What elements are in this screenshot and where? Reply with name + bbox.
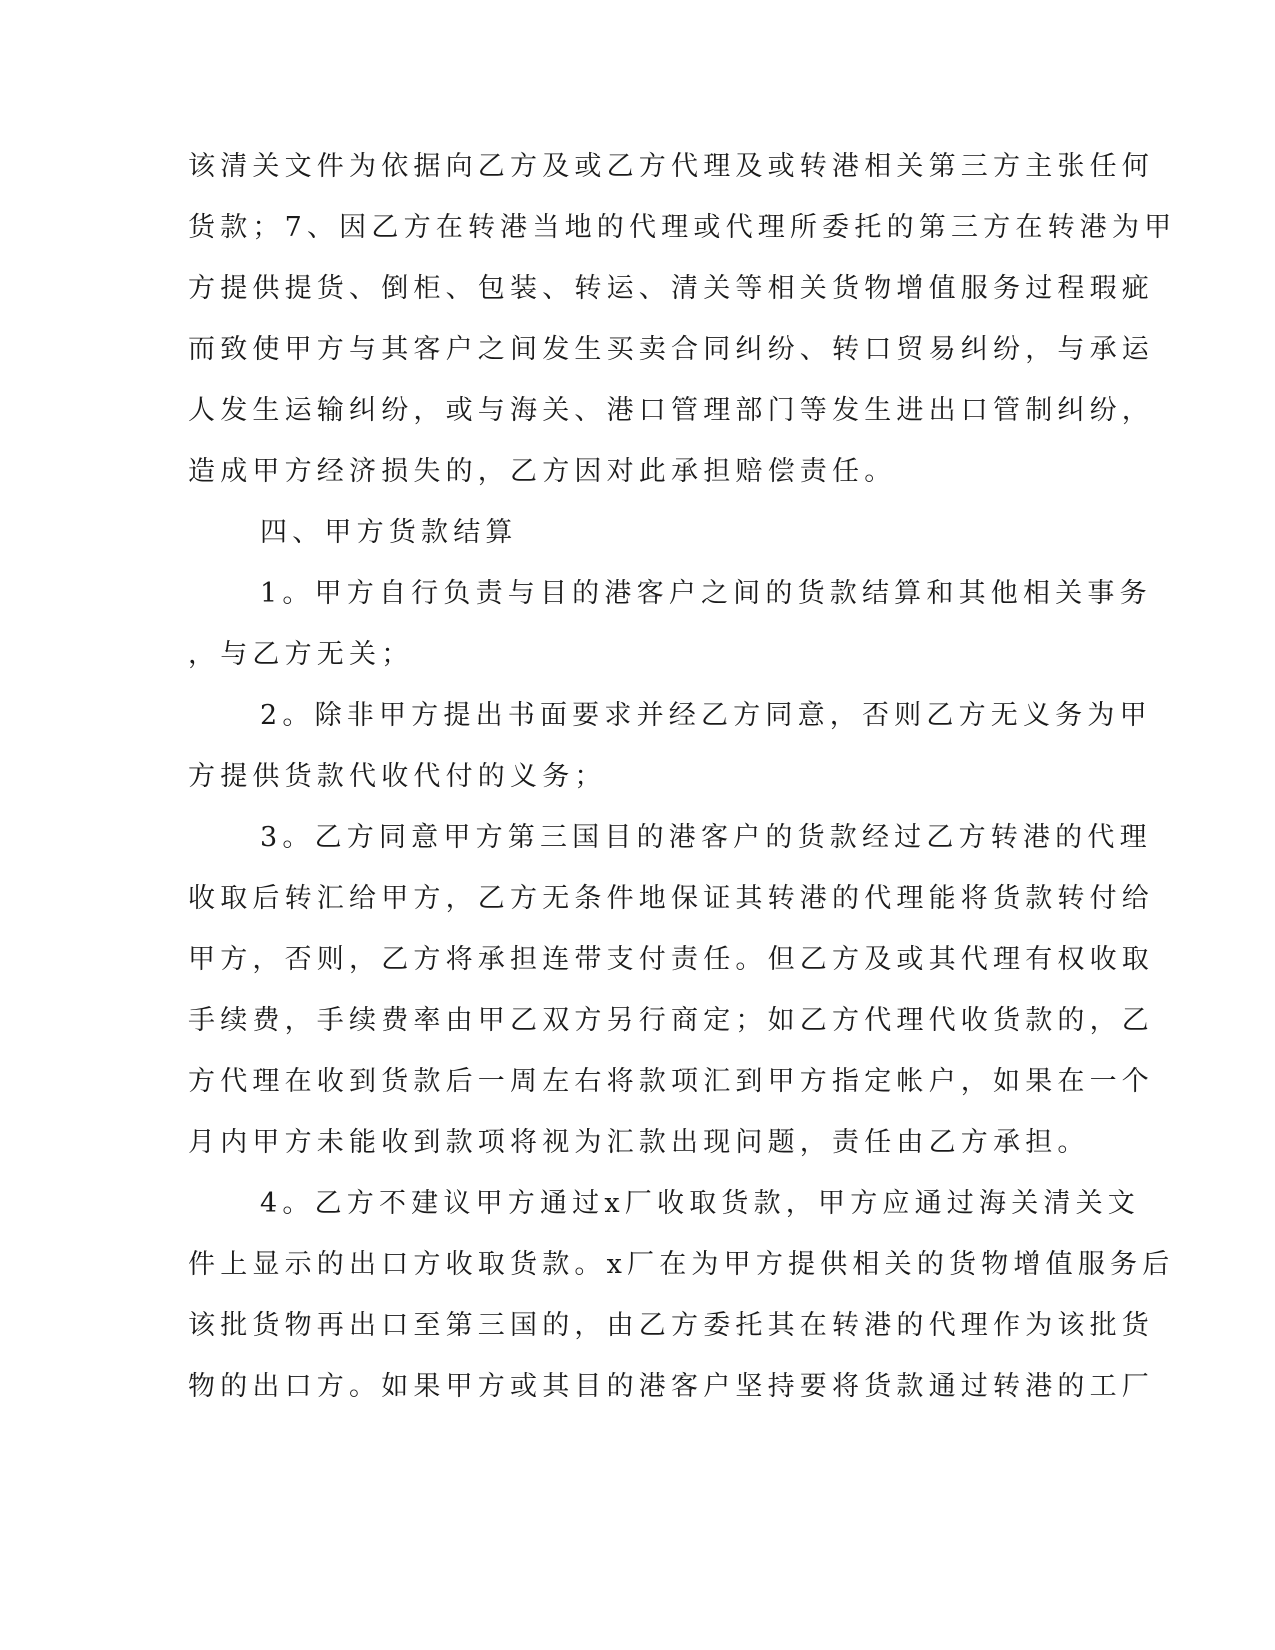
clause-line: 4。乙方不建议甲方通过x厂收取货款，甲方应通过海关清关文 — [260, 1188, 1141, 1219]
section-heading: 四、甲方货款结算 — [260, 517, 518, 548]
text-line: 物的出口方。如果甲方或其目的港客户坚持要将货款通过转港的工厂 — [188, 1371, 1154, 1402]
clause-line: 3。乙方同意甲方第三国目的港客户的货款经过乙方转港的代理 — [260, 822, 1152, 853]
text-line: 方提供提货、倒柜、包装、转运、清关等相关货物增值服务过程瑕疵 — [188, 273, 1154, 304]
text-line: 方提供货款代收代付的义务； — [188, 761, 607, 792]
text-line: ，与乙方无关； — [188, 639, 414, 670]
text-line: 方代理在收到货款后一周左右将款项汇到甲方指定帐户，如果在一个 — [188, 1066, 1154, 1097]
text-line: 甲方，否则，乙方将承担连带支付责任。但乙方及或其代理有权收取 — [188, 944, 1154, 975]
text-line: 而致使甲方与其客户之间发生买卖合同纠纷、转口贸易纠纷，与承运 — [188, 334, 1154, 365]
clause-line: 2。除非甲方提出书面要求并经乙方同意，否则乙方无义务为甲 — [260, 700, 1152, 731]
text-line: 手续费，手续费率由甲乙双方另行商定；如乙方代理代收货款的，乙 — [188, 1005, 1154, 1036]
document-body — [188, 136, 1177, 1417]
text-line: 人发生运输纠纷，或与海关、港口管理部门等发生进出口管制纠纷， — [188, 395, 1154, 426]
text-line: 收取后转汇给甲方，乙方无条件地保证其转港的代理能将货款转付给 — [188, 883, 1154, 914]
text-line: 该批货物再出口至第三国的，由乙方委托其在转港的代理作为该批货 — [188, 1310, 1154, 1341]
text-line: 该清关文件为依据向乙方及或乙方代理及或转港相关第三方主张任何 — [188, 151, 1154, 182]
text-line: 件上显示的出口方收取货款。x厂在为甲方提供相关的货物增值服务后 — [188, 1249, 1175, 1280]
text-line: 月内甲方未能收到款项将视为汇款出现问题，责任由乙方承担。 — [188, 1127, 1090, 1158]
text-line: 造成甲方经济损失的，乙方因对此承担赔偿责任。 — [188, 456, 897, 487]
text-line: 货款；7、因乙方在转港当地的代理或代理所委托的第三方在转港为甲 — [188, 212, 1177, 243]
clause-line: 1。甲方自行负责与目的港客户之间的货款结算和其他相关事务 — [260, 578, 1152, 609]
